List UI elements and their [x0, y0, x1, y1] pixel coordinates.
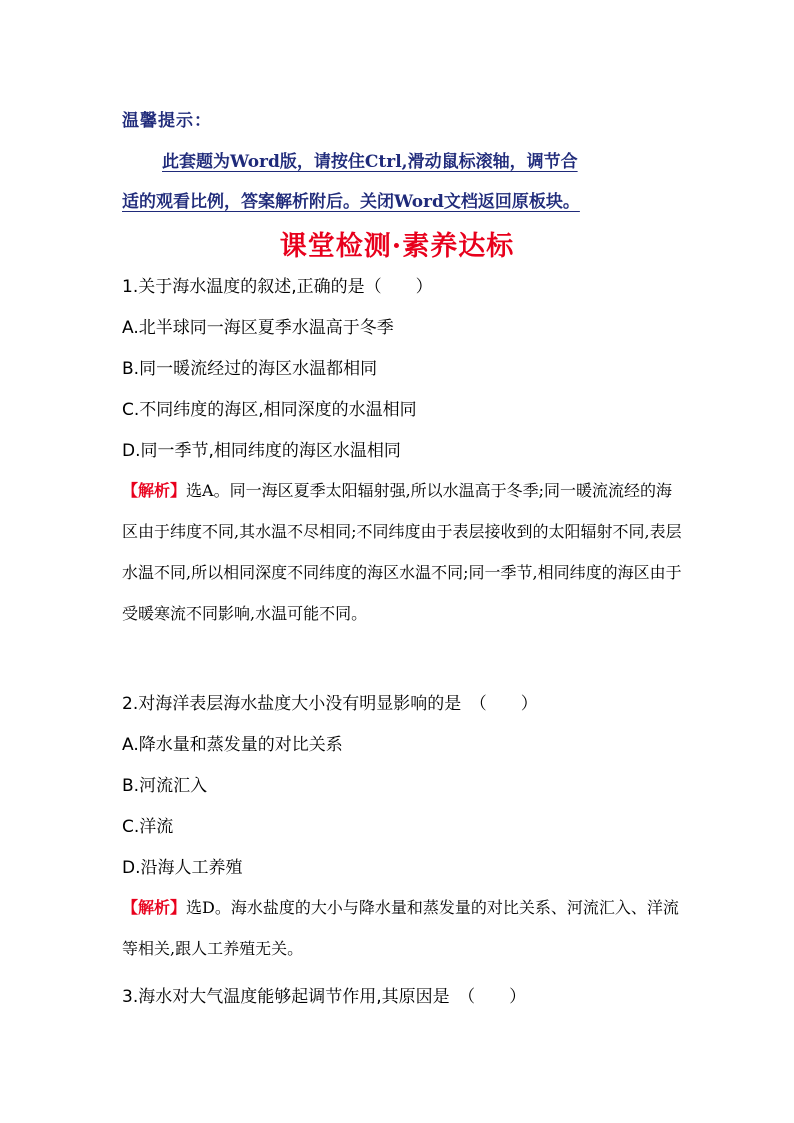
question-1-stem: 1.关于海水温度的叙述,正确的是（ ） — [122, 277, 433, 297]
question-3-stem: 3.海水对大气温度能够起调节作用,其原因是 （ ） — [122, 987, 527, 1007]
section-title: 课堂检测·素养达标 — [279, 231, 515, 262]
tip-title: 温馨提示： — [122, 111, 212, 131]
analysis-text: 选A。同一海区夏季太阳辐射强,所以水温高于冬季;同一暖流流经的海区由于纬度不同,其水温不尽相同;不同纬度由于表层接收到的太阳辐射不同,表层水温不同,所以相同深度不同纬度的海区水温不同;同一季节,相同纬度的海区由于受暖寒流不同影响,水温可能不同。 — [122, 481, 682, 623]
question-2-option-b: B.河流汇入 — [122, 776, 208, 796]
analysis-text: 选D。海水盐度的大小与降水量和蒸发量的对比关系、河流汇入、洋流等相关,跟人工养殖无关。 — [122, 898, 679, 958]
question-2-stem: 2.对海洋表层海水盐度大小没有明显影响的是 （ ） — [122, 694, 538, 714]
analysis-tag: 【解析】 — [122, 481, 187, 500]
question-1-analysis — [122, 470, 682, 634]
tip-line-1: 此套题为Word版，请按住Ctrl,滑动鼠标滚轴，调节合 — [162, 152, 578, 172]
question-1-option-a: A.北半球同一海区夏季水温高于冬季 — [122, 318, 394, 338]
question-1-option-c: C.不同纬度的海区,相同深度的水温相同 — [122, 400, 417, 420]
question-1-option-d: D.同一季节,相同纬度的海区水温相同 — [122, 441, 401, 461]
question-2-analysis — [122, 887, 682, 969]
question-2-option-d: D.沿海人工养殖 — [122, 858, 243, 878]
tip-line-2: 适的观看比例，答案解析附后。关闭Word文档返回原板块。 — [122, 192, 580, 212]
analysis-tag: 【解析】 — [122, 898, 187, 917]
question-2-option-a: A.降水量和蒸发量的对比关系 — [122, 735, 343, 755]
question-1-option-b: B.同一暖流经过的海区水温都相同 — [122, 359, 378, 379]
question-2-option-c: C.洋流 — [122, 817, 174, 837]
